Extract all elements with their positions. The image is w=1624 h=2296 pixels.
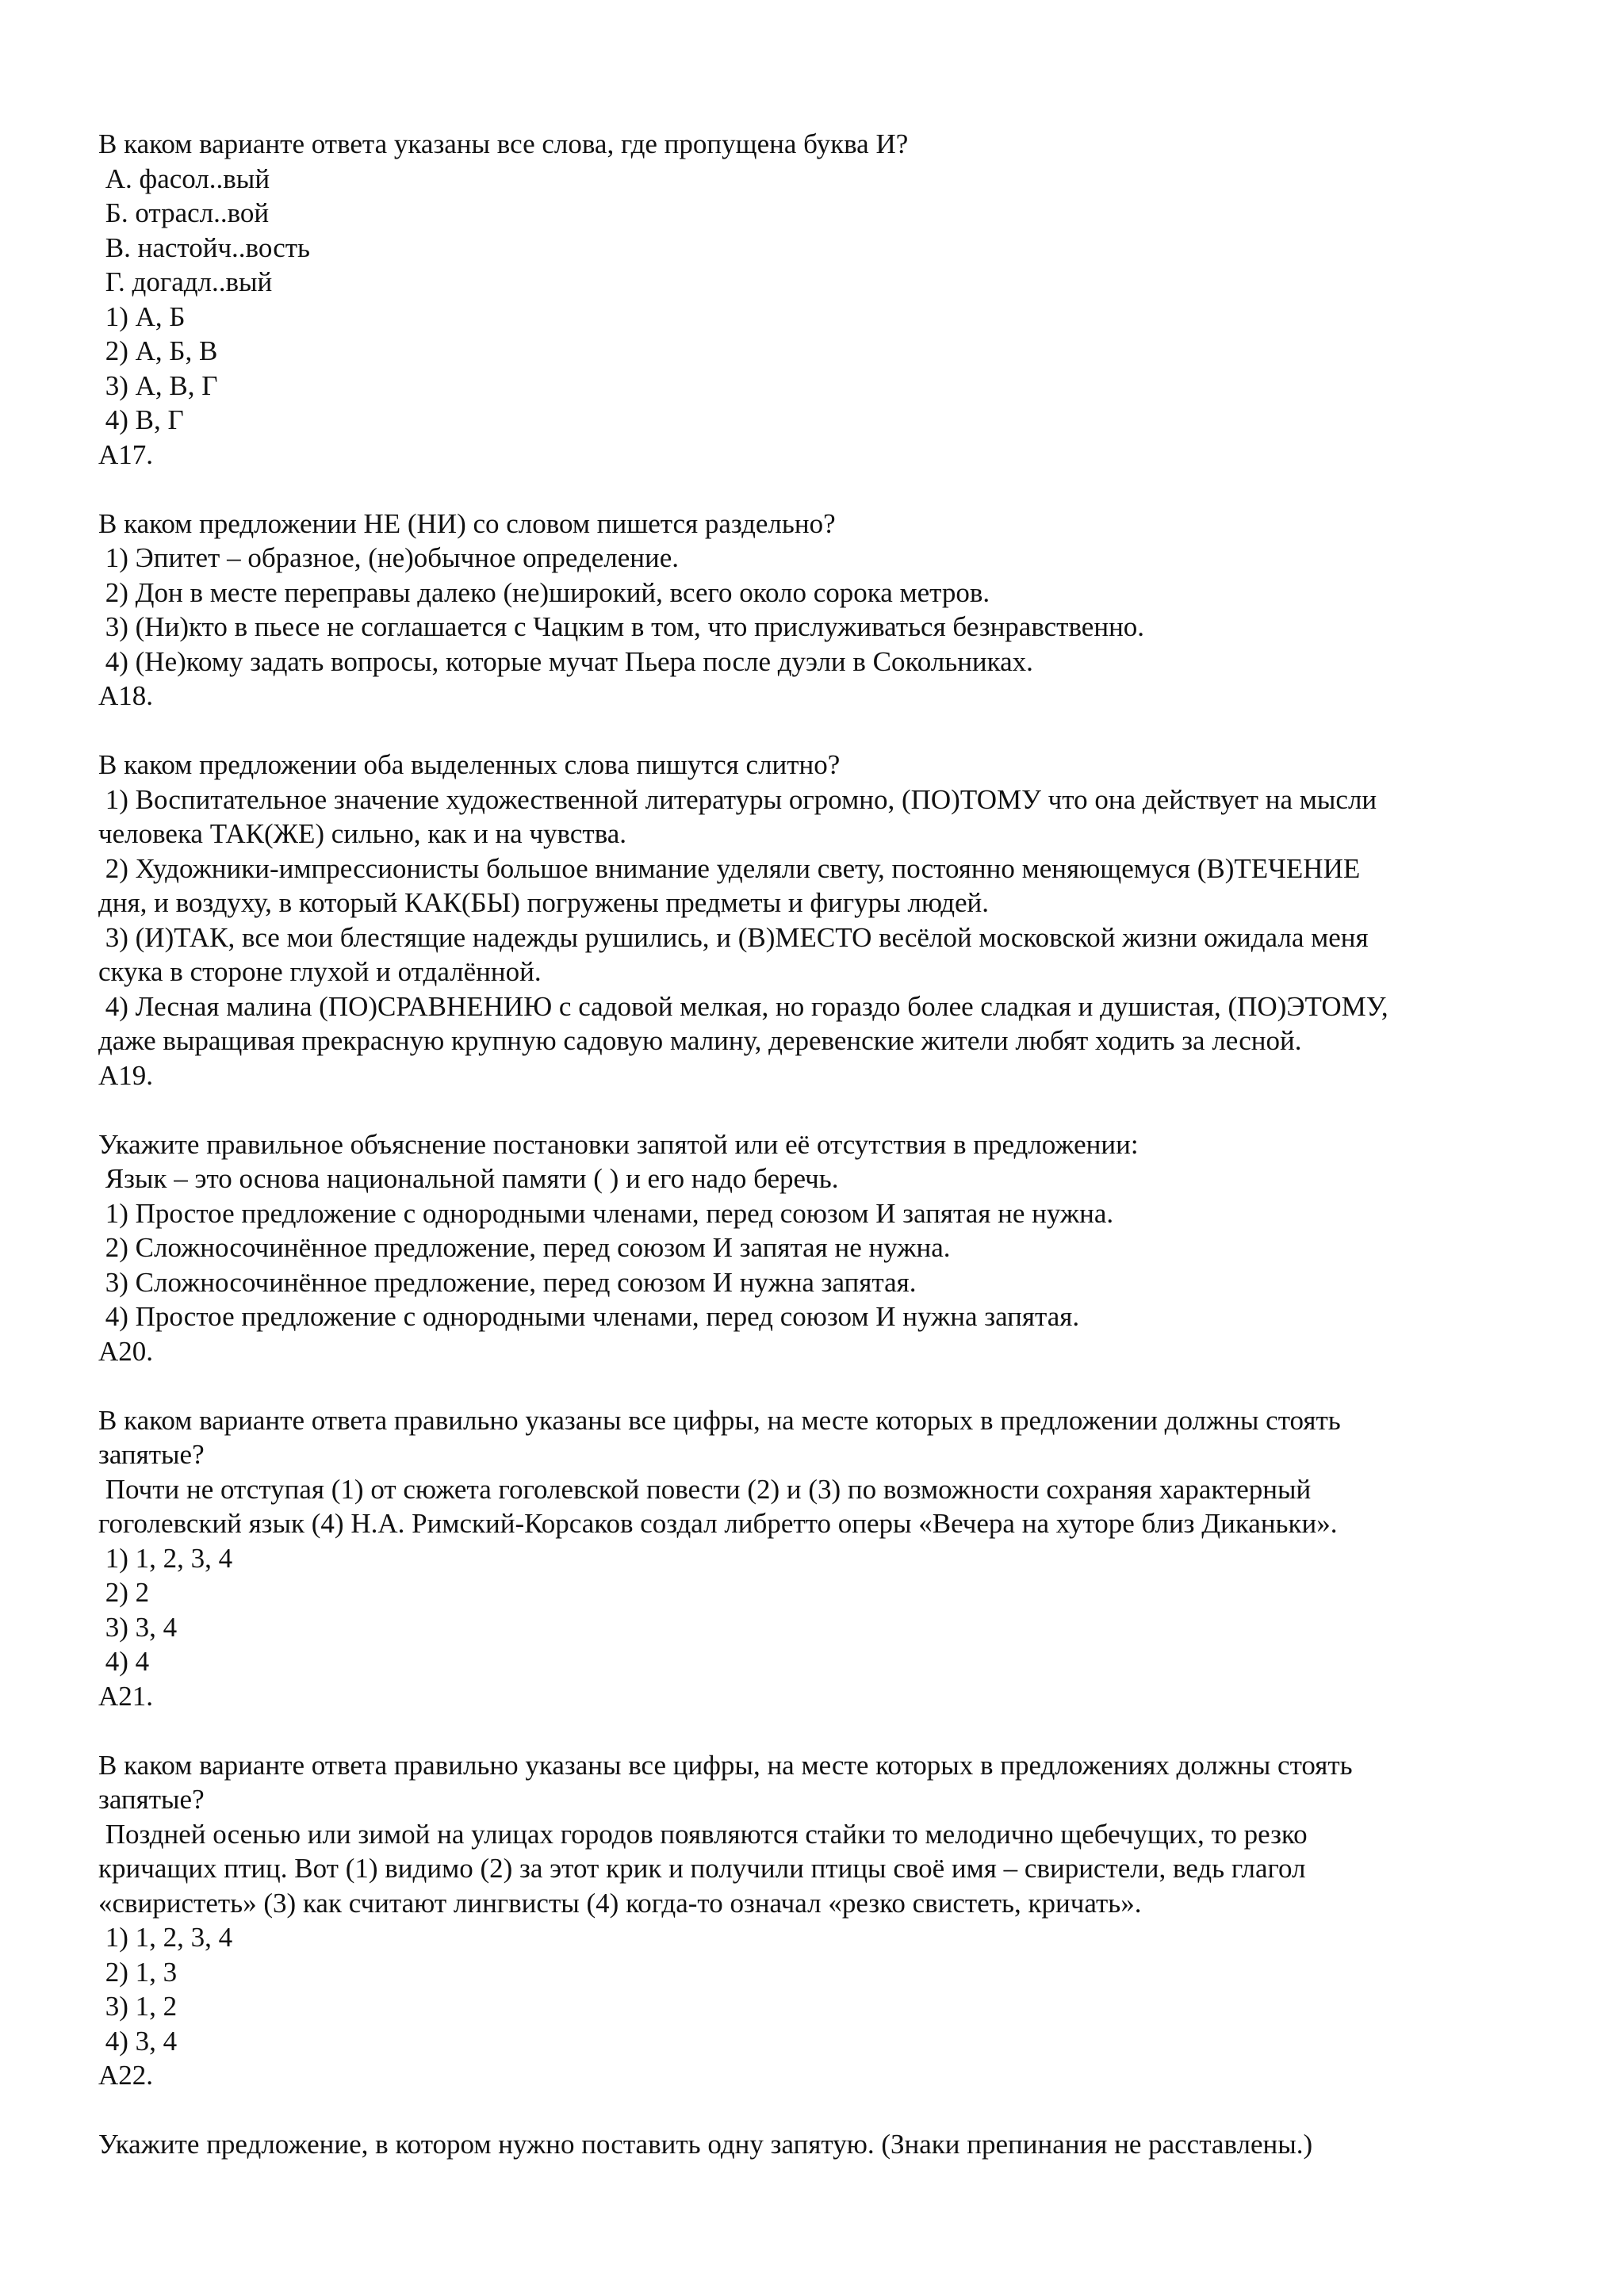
answer-line-cont: человека ТАК(ЖЕ) сильно, как и на чувства. — [98, 818, 627, 849]
question-text: Укажите предложение, в котором нужно поставить одну запятую. (Знаки препинания не расставлены.) — [98, 2129, 1313, 2160]
question-text: В каком варианте ответа указаны все слова, где пропущена буква И? — [98, 128, 909, 159]
answer-line: 1) Воспитательное значение художественной литературы огромно, (ПО)ТОМУ что она действует на мысли — [98, 783, 1377, 815]
question-text: В каком варианте ответа правильно указаны все цифры, на месте которых в предложениях должны стоять — [98, 1749, 1353, 1781]
answer-line: 1) 1, 2, 3, 4 — [98, 1922, 233, 1953]
question-block — [98, 2127, 1526, 2162]
answer-line: 2) Сложносочинённое предложение, перед союзом И запятая не нужна. — [98, 1232, 951, 1263]
example-sentence-cont: «свиристеть» (3) как считают лингвисты (4) когда-то означал «резко свистеть, кричать». — [98, 1887, 1142, 1919]
answer-line: 4) Лесная малина (ПО)СРАВНЕНИЮ с садовой мелкая, но гораздо более сладкая и душистая, (ПО)ЭТОМУ, — [98, 990, 1388, 1022]
answer-line: 4) 4 — [98, 1646, 150, 1677]
example-sentence: Поздней осенью или зимой на улицах городов появляются стайки то мелодично щебечущих, то резко — [98, 1818, 1308, 1850]
answer-line: 2) 1, 3 — [98, 1956, 178, 1988]
answer-line: 4) В, Г — [98, 404, 184, 435]
answer-line-cont: скука в стороне глухой и отдалённой. — [98, 956, 542, 987]
answer-line: 4) 3, 4 — [98, 2025, 178, 2057]
answer-line: 1) А, Б — [98, 300, 186, 332]
question-text: Укажите правильное объяснение постановки запятой или её отсутствия в предложении: — [98, 1128, 1139, 1160]
blank-line — [98, 1713, 1526, 1748]
option-line: В. настойч..вость — [98, 232, 311, 263]
answer-line: 2) 2 — [98, 1577, 150, 1608]
question-text: В каком предложении оба выделенных слова пишутся слитно? — [98, 749, 841, 780]
task-number: А22. — [98, 2060, 154, 2091]
question-block — [98, 748, 1526, 1093]
answer-line: 4) Простое предложение с однородными членами, перед союзом И нужна запятая. — [98, 1301, 1080, 1332]
answer-line: 4) (Не)кому задать вопросы, которые мучат Пьера после дуэли в Сокольниках. — [98, 645, 1033, 677]
example-sentence-cont: гоголевский язык (4) Н.А. Римский-Корсаков создал либретто оперы «Вечера на хуторе близ Диканьки». — [98, 1508, 1338, 1539]
option-line: Б. отрасл..вой — [98, 197, 270, 228]
answer-line: 3) 3, 4 — [98, 1611, 178, 1643]
question-block — [98, 127, 1526, 472]
answer-line: 3) Сложносочинённое предложение, перед союзом И нужна запятая. — [98, 1266, 917, 1298]
question-block — [98, 1127, 1526, 1369]
answer-line: 2) А, Б, В — [98, 335, 218, 366]
question-block — [98, 507, 1526, 714]
task-number: А19. — [98, 1059, 154, 1091]
option-line: А. фасол..вый — [98, 163, 270, 194]
answer-line: 1) 1, 2, 3, 4 — [98, 1542, 233, 1574]
task-number: А17. — [98, 438, 154, 470]
task-number: А21. — [98, 1680, 154, 1712]
task-number: А20. — [98, 1335, 154, 1367]
blank-line — [98, 1093, 1526, 1127]
blank-line — [98, 714, 1526, 748]
question-text: В каком варианте ответа правильно указаны все цифры, на месте которых в предложении должны стоять — [98, 1404, 1341, 1436]
blank-line — [98, 1368, 1526, 1403]
answer-line: 2) Дон в месте переправы далеко (не)широкий, всего около сорока метров. — [98, 576, 990, 608]
question-text-cont: запятые? — [98, 1439, 205, 1470]
question-text: В каком предложении НЕ (НИ) со словом пишется раздельно? — [98, 507, 836, 539]
question-text-cont: запятые? — [98, 1784, 205, 1815]
option-line: Г. догадл..вый — [98, 266, 273, 297]
example-sentence: Язык – это основа национальной памяти ( ) и его надо беречь. — [98, 1163, 839, 1194]
answer-line: 1) Простое предложение с однородными членами, перед союзом И запятая не нужна. — [98, 1197, 1114, 1229]
answer-line-cont: дня, и воздуху, в который КАК(БЫ) погружены предметы и фигуры людей. — [98, 887, 990, 918]
answer-line: 3) (Ни)кто в пьесе не соглашается с Чацким в том, что прислуживаться безнравственно. — [98, 611, 1145, 642]
answer-line: 2) Художники-импрессионисты большое внимание уделяли свету, постоянно меняющемуся (В)ТЕЧЕНИЕ — [98, 852, 1361, 884]
answer-line: 3) А, В, Г — [98, 369, 218, 401]
document-page — [98, 127, 1526, 2162]
question-block — [98, 1403, 1526, 1714]
example-sentence: Почти не отступая (1) от сюжета гоголевской повести (2) и (3) по возможности сохраняя характерный — [98, 1473, 1312, 1505]
blank-line — [98, 2093, 1526, 2128]
blank-line — [98, 472, 1526, 507]
example-sentence-cont: кричащих птиц. Вот (1) видимо (2) за этот крик и получили птицы своё имя – свиристели, ведь глагол — [98, 1853, 1306, 1884]
answer-line: 3) 1, 2 — [98, 1991, 178, 2022]
task-number: А18. — [98, 680, 154, 711]
question-block — [98, 1748, 1526, 2093]
answer-line-cont: даже выращивая прекрасную крупную садовую малину, деревенские жители любят ходить за лесной. — [98, 1025, 1302, 1056]
answer-line: 1) Эпитет – образное, (не)обычное определение. — [98, 542, 680, 573]
answer-line: 3) (И)ТАК, все мои блестящие надежды рушились, и (В)МЕСТО весёлой московской жизни ожидала меня — [98, 921, 1369, 953]
